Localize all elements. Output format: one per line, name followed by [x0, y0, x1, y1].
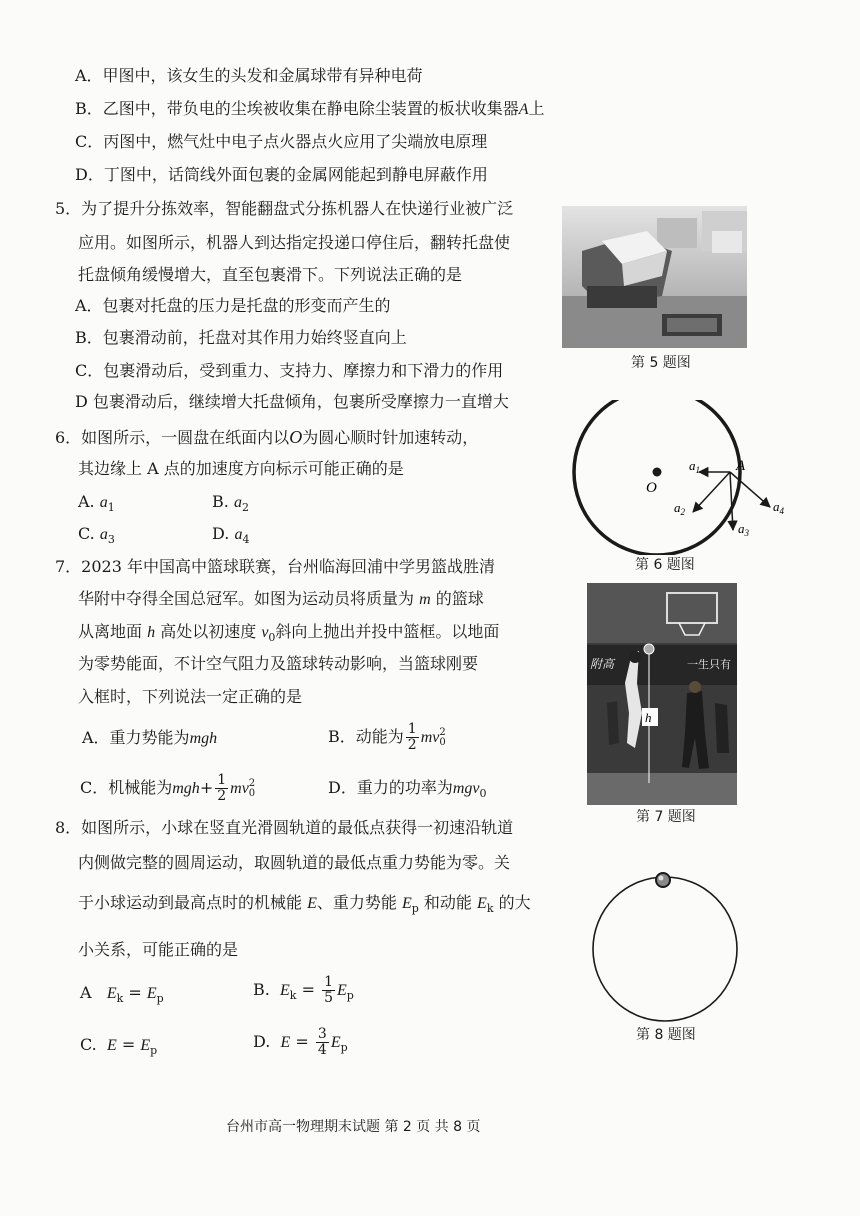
q7-option-a-text: A．重力势能为 — [82, 728, 190, 747]
q8-ball — [656, 873, 670, 887]
q4-option-b-end: 上 — [528, 99, 545, 118]
q4-option-a: A．甲图中，该女生的头发和金属球带有异种电荷 — [75, 66, 423, 85]
q8-caption: 第 8 题图 — [636, 1027, 696, 1043]
q7-option-b — [328, 719, 446, 756]
q6-option-c-sym: a — [99, 526, 108, 543]
q5-stem-line2: 应用。如图所示，机器人到达指定投递口停住后，翻转托盘使 — [78, 233, 511, 252]
q5-stem-line1: 5．为了提升分拣效率，智能翻盘式分拣机器人在快递行业被广泛 — [55, 199, 514, 218]
q6-label-O: O — [646, 480, 657, 496]
q7-option-d-sub: 0 — [479, 787, 487, 801]
q8-var-Ek-sub: k — [486, 902, 494, 916]
q5-option-c: C．包裹滑动后，受到重力、支持力、摩擦力和下滑力的作用 — [75, 361, 504, 380]
q8-option-d-frac — [316, 1027, 329, 1058]
q7-var-h: h — [147, 624, 156, 641]
q8-option-a-rhs: E — [146, 985, 157, 1002]
q7-option-b-den: 2 — [407, 737, 417, 753]
q8-option-d-rhs: E — [330, 1034, 341, 1051]
page-footer: 台州市高一物理期末试题 第 2 页 共 8 页 — [226, 1119, 481, 1135]
q6-option-a-sym: a — [99, 494, 108, 511]
q4-option-c: C．丙图中，燃气灶中电子点火器点火应用了尖端放电原理 — [75, 132, 488, 151]
q6-arrow-a3 — [730, 472, 733, 530]
q6-option-c-sub: 3 — [107, 533, 115, 547]
q6-option-a-label: A. — [78, 492, 95, 511]
q7-option-c-sub: 0 — [248, 787, 256, 799]
q8-option-c-eq: = — [121, 1035, 136, 1054]
q7-photo-banner-left: 附高 — [590, 657, 615, 671]
q8-option-a — [80, 983, 164, 1009]
q6-option-a-sub: 1 — [107, 501, 115, 515]
q7-basketball-illustration — [587, 583, 737, 805]
q8-stem-line1: 8．如图所示，小球在竖直光滑圆轨道的最低点获得一初速沿轨道 — [55, 818, 514, 837]
q8-option-a-eq: = — [128, 983, 142, 1002]
q8-var-Ep: E — [402, 895, 412, 912]
q4-option-d: D．丁图中，话筒线外面包裹的金属网能起到静电屏蔽作用 — [75, 165, 488, 184]
q8-var-E: E — [307, 895, 317, 912]
q7-option-c-plus: + — [199, 778, 214, 797]
q7-option-c-text: C．机械能为 — [80, 778, 173, 797]
q7-option-b-expr: mv — [420, 729, 440, 746]
q7-stem-line3 — [78, 622, 499, 648]
q8-option-c-rhs: E — [140, 1037, 151, 1054]
q7-option-c-expr2: mv — [230, 780, 249, 797]
q8-option-c — [80, 1035, 157, 1061]
q8-option-b-label: B. — [253, 980, 270, 999]
q6-option-d — [212, 524, 249, 550]
q8-option-a-lhs: E — [106, 985, 117, 1002]
q7-option-b-frac — [406, 722, 419, 753]
q7-stem3-end: 斜向上抛出并投中篮框。以地面 — [275, 622, 500, 641]
q8-option-a-label: A — [80, 983, 92, 1002]
q7-option-c — [80, 770, 255, 807]
q5-robot-photo — [562, 206, 747, 348]
q8-var-Ep-sub: p — [411, 902, 419, 916]
q7-stem-line5: 入框时，下列说法一定正确的是 — [78, 687, 303, 706]
q8-option-b-eq: = — [301, 980, 315, 999]
q8-stem3-end: 的大 — [498, 893, 531, 912]
q8-option-b-rhs-sub: p — [346, 989, 354, 1003]
q8-option-a-rhs-sub: p — [156, 992, 164, 1006]
q4-option-b-text: B．乙图中，带负电的尘埃被收集在静电除尘装置的板状收集器 — [75, 99, 519, 118]
q7-stem2-end: 的篮球 — [435, 589, 484, 608]
q8-option-d-label: D. — [253, 1032, 271, 1051]
q7-option-b-text: B．动能为 — [328, 727, 404, 746]
q7-option-b-sup: 2 — [439, 726, 446, 738]
q8-option-c-lhs: E — [106, 1037, 117, 1054]
q7-option-b-num: 1 — [407, 721, 417, 737]
q8-option-d-eq: = — [295, 1032, 309, 1051]
q6-option-b — [212, 492, 249, 518]
q6-label-a1: $a_1$ — [689, 458, 700, 475]
q6-label-A: A — [736, 458, 746, 474]
q6-label-a2: $a_2$ — [674, 500, 685, 517]
q7-var-v: v — [261, 624, 269, 641]
q7-option-d-text: D．重力的功率为 — [328, 778, 453, 797]
q7-stem-line1: 7．2023 年中国高中篮球联赛，台州临海回浦中学男篮战胜清 — [55, 557, 495, 576]
q8-option-b-den: 5 — [324, 990, 333, 1006]
q6-stem-line2: 其边缘上 A 点的加速度方向标示可能正确的是 — [78, 459, 404, 478]
q6-stem-text-end: 为圆心顺时针加速转动， — [302, 428, 479, 447]
q7-stem2-text: 华附中夺得全国总冠军。如图为运动员将质量为 — [78, 589, 415, 608]
q6-disk-circle — [574, 400, 740, 555]
q6-stem-text: 6．如图所示，一圆盘在纸面内以 — [55, 428, 290, 447]
q6-option-c-label: C. — [78, 524, 95, 543]
q8-option-c-rhs-sub: p — [150, 1044, 158, 1058]
q6-option-b-sym: a — [233, 494, 242, 511]
q7-var-m: m — [419, 591, 431, 608]
q8-option-d-den: 4 — [317, 1042, 327, 1058]
q6-option-a — [78, 492, 115, 518]
q8-option-b — [253, 972, 354, 1014]
q6-option-d-label: D. — [212, 524, 230, 543]
q5-stem-line3: 托盘倾角缓慢增大，直至包裹滑下。下列说法正确的是 — [78, 265, 463, 284]
q6-stem-var: O — [289, 427, 303, 447]
q8-option-b-rhs: E — [336, 982, 347, 999]
q7-photo-banner-right: 一生只有 — [687, 659, 731, 671]
q6-disk-figure — [560, 400, 800, 555]
q7-photo-label-h: h — [645, 710, 652, 725]
q8-option-d-num: 3 — [317, 1026, 327, 1042]
q5-option-a: A．包裹对托盘的压力是托盘的形变而产生的 — [75, 296, 391, 315]
q8-track-circle — [593, 877, 737, 1021]
q7-stem-line4: 为零势能面，不计空气阻力及篮球转动影响，当篮球刚要 — [78, 654, 479, 673]
q8-option-b-lhs: E — [280, 982, 290, 999]
q8-stem3-mid: 、重力势能 — [316, 893, 397, 912]
q7-stem3-text: 从离地面 — [78, 622, 143, 641]
q7-stem-line2 — [78, 589, 484, 610]
q8-option-d-rhs-sub: p — [340, 1041, 348, 1055]
q8-stem3-text: 于小球运动到最高点时的机械能 — [78, 893, 303, 912]
q6-arrow-a2 — [693, 472, 730, 512]
q8-option-b-num: 1 — [324, 974, 333, 990]
q6-option-b-sub: 2 — [241, 501, 249, 515]
q4-option-b-var: A — [518, 101, 529, 118]
q8-option-b-frac — [322, 975, 335, 1006]
q8-circular-track-figure — [585, 862, 745, 1022]
q6-center-dot — [653, 468, 662, 477]
q7-option-d-expr: mgv — [452, 780, 480, 797]
q8-stem-line4: 小关系，可能正确的是 — [78, 940, 239, 959]
q8-option-d-lhs: E — [280, 1034, 291, 1051]
q7-caption: 第 7 题图 — [636, 809, 696, 825]
q5-option-b: B．包裹滑动前，托盘对其作用力始终竖直向上 — [75, 328, 407, 347]
q8-var-Ek: E — [477, 895, 487, 912]
q8-stem-line2: 内侧做完整的圆周运动，取圆轨道的最低点重力势能为零。关 — [78, 853, 511, 872]
q8-option-a-lhs-sub: k — [116, 992, 124, 1006]
q8-option-d — [253, 1024, 348, 1066]
q6-caption: 第 6 题图 — [635, 557, 695, 573]
q4-option-b — [75, 99, 545, 120]
q7-option-c-num: 1 — [217, 772, 227, 788]
q8-option-c-label: C. — [80, 1035, 97, 1054]
q7-option-a — [82, 728, 217, 749]
q7-option-a-expr: mgh — [189, 730, 218, 747]
q6-option-d-sym: a — [234, 526, 243, 543]
q7-option-c-expr1: mgh — [172, 780, 200, 797]
q6-stem-line1 — [55, 427, 478, 448]
q5-caption: 第 5 题图 — [631, 355, 691, 371]
q6-option-d-sub: 4 — [242, 533, 250, 547]
q7-basketball-photo — [587, 583, 737, 805]
q8-option-b-lhs-sub: k — [289, 989, 297, 1003]
q7-option-c-frac — [215, 773, 228, 804]
q8-stem-line3 — [78, 893, 531, 919]
q6-option-c — [78, 524, 115, 550]
q5-robot-illustration — [562, 206, 747, 348]
q7-option-d — [328, 778, 487, 804]
q6-label-a3: $a_3$ — [738, 521, 749, 538]
q7-option-c-den: 2 — [217, 788, 227, 804]
q6-label-a4: $a_4$ — [773, 499, 784, 516]
q7-stem3-mid: 高处以初速度 — [160, 622, 257, 641]
q7-option-c-sup: 2 — [248, 777, 256, 789]
q8-stem3-and: 和动能 — [423, 893, 472, 912]
q5-option-d: D 包裹滑动后，继续增大托盘倾角，包裹所受摩擦力一直增大 — [75, 392, 509, 411]
q7-option-b-sub: 0 — [439, 736, 446, 748]
q7-var-v-sub: 0 — [268, 631, 276, 645]
q6-option-b-label: B. — [212, 492, 229, 511]
